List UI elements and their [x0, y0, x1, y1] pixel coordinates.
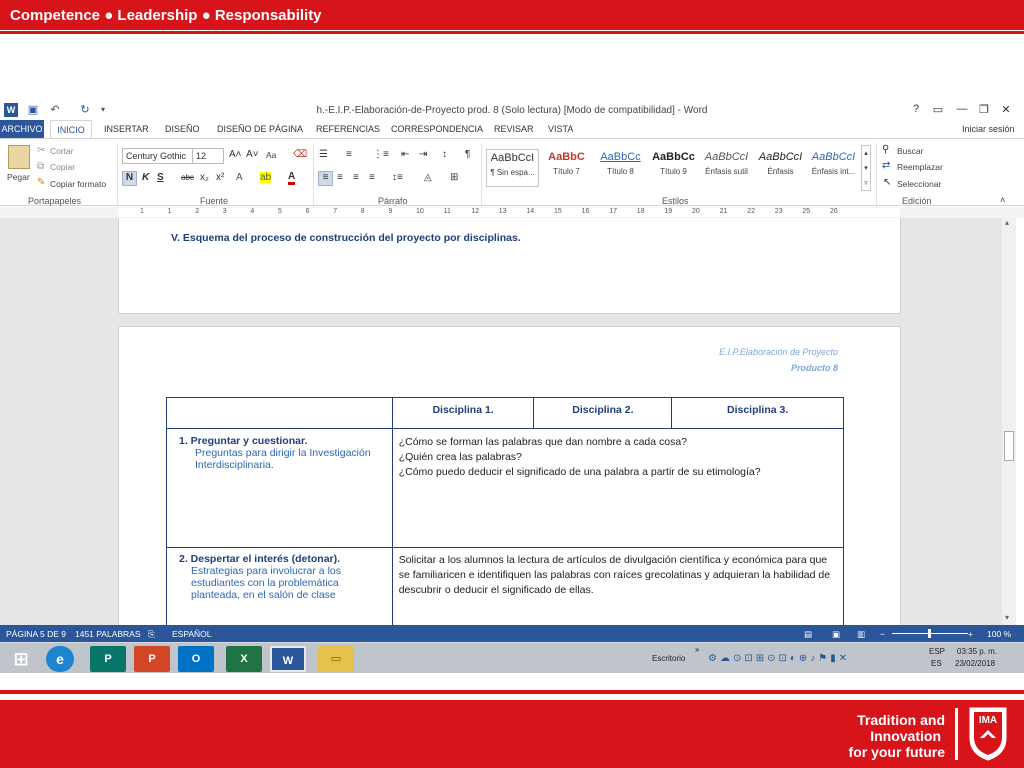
- print-layout-icon[interactable]: ▣: [832, 629, 841, 639]
- tab-correspondencia[interactable]: CORRESPONDENCIA: [391, 124, 484, 134]
- scroll-down-icon[interactable]: ▾: [1005, 613, 1010, 622]
- start-windows-icon[interactable]: ⊞: [13, 649, 29, 669]
- table-row: [167, 548, 844, 626]
- zoom-level[interactable]: 100 %: [987, 629, 1012, 639]
- editing-group-label: Edición: [902, 196, 932, 206]
- taskbar: [0, 642, 1024, 673]
- powerpoint-icon[interactable]: P: [134, 646, 170, 672]
- ribbon-separator: [117, 143, 118, 205]
- ima-logo-text: IMA: [978, 715, 998, 726]
- replace-icon[interactable]: ⇄: [882, 160, 891, 171]
- style-sample: AaBbCcI: [490, 152, 535, 164]
- question: ¿Cómo se forman las palabras que dan nombre a cada cosa?: [398, 436, 688, 448]
- style-name: Título 8: [607, 167, 634, 176]
- decrease-indent-icon[interactable]: ⇤: [401, 149, 410, 160]
- footer-tagline: [820, 712, 945, 760]
- status-bar: [0, 625, 1024, 642]
- tab-archivo[interactable]: ARCHIVO: [0, 120, 44, 138]
- clock-time[interactable]: 03:35 p. m.: [957, 647, 998, 656]
- table-header-cell: Disciplina 1.: [392, 398, 534, 429]
- style-subtle-emphasis[interactable]: [700, 149, 753, 187]
- style-title-9[interactable]: [647, 149, 700, 187]
- ruler-tick-label: 19: [664, 208, 673, 215]
- ruler-tick-label: 7: [333, 208, 338, 215]
- subscript-button[interactable]: x₂: [200, 172, 209, 183]
- ruler-tick-label: 16: [581, 208, 590, 215]
- copy-icon[interactable]: ⧉: [37, 161, 45, 172]
- style-name: Título 9: [660, 167, 687, 176]
- ruler-tick-label: 4: [250, 208, 255, 215]
- align-center-icon[interactable]: ≡: [337, 172, 343, 183]
- ribbon-display-icon[interactable]: ▭: [932, 104, 944, 116]
- question: ¿Cómo puedo deducir el significado de una palabra a partir de su etimología?: [398, 466, 761, 478]
- format-painter-icon[interactable]: ✎: [37, 177, 46, 188]
- justify-icon[interactable]: ≡: [369, 172, 375, 183]
- sign-in-link[interactable]: Iniciar sesión: [962, 124, 1015, 134]
- ruler-tick-label: 5: [278, 208, 282, 215]
- ruler-tick-label: 1: [140, 208, 144, 215]
- clipboard-icon[interactable]: [8, 145, 30, 169]
- document-area[interactable]: [0, 218, 1002, 625]
- style-emphasis[interactable]: [754, 149, 807, 187]
- section-heading: V. Esquema del proceso de construcción del proyecto por disciplinas.: [171, 232, 521, 244]
- input-language-sub: ES: [931, 659, 942, 668]
- grow-font-icon[interactable]: A˄: [229, 149, 242, 160]
- redo-icon[interactable]: ↻: [80, 104, 90, 116]
- window-title: h.-E.I.P.-Elaboración-de-Proyecto prod. 8 (Solo lectura) [Modo de compatibilidad] - Word: [316, 105, 708, 116]
- clock-date[interactable]: 23/02/2018: [955, 659, 996, 668]
- ruler-tick-label: 18: [636, 208, 645, 215]
- footer-divider: [0, 690, 1024, 694]
- zoom-slider-thumb[interactable]: [928, 629, 931, 638]
- cut-button[interactable]: Cortar: [50, 146, 74, 156]
- bold-button[interactable]: N: [122, 171, 137, 186]
- ruler-tick-label: 10: [416, 208, 424, 215]
- internet-explorer-icon[interactable]: e: [46, 646, 74, 672]
- style-name: ¶ Sin espa...: [490, 168, 535, 177]
- shrink-font-icon[interactable]: A˅: [246, 149, 259, 160]
- page-header-title: E.I.P.Elaboración de Proyecto: [719, 347, 838, 357]
- slide-footer: [0, 700, 1024, 768]
- outlook-icon[interactable]: O: [178, 646, 214, 672]
- file-explorer-icon[interactable]: ▭: [318, 646, 354, 672]
- ribbon-separator: [876, 143, 877, 205]
- minimize-icon[interactable]: —: [956, 103, 968, 115]
- format-painter-button[interactable]: Copiar formato: [50, 179, 107, 189]
- ruler-tick-label: 23: [774, 208, 783, 215]
- style-name: Énfasis sutil: [705, 167, 748, 176]
- footer-line: Tradition and: [857, 712, 945, 728]
- scroll-thumb[interactable]: [1004, 431, 1014, 461]
- word-window: [0, 100, 1024, 673]
- page[interactable]: [118, 326, 901, 625]
- increase-indent-icon[interactable]: ⇥: [419, 149, 428, 160]
- bullets-icon[interactable]: ☰: [319, 149, 328, 160]
- style-intense-emphasis[interactable]: [807, 149, 860, 187]
- copy-button[interactable]: Copiar: [50, 162, 76, 172]
- footer-separator: [955, 708, 958, 760]
- slide-banner: [0, 0, 1024, 30]
- select-button[interactable]: Seleccionar: [897, 179, 942, 189]
- ruler-tick-label: 22: [747, 208, 755, 215]
- banner-divider: [0, 31, 1024, 34]
- style-sample: AaBbCcI: [758, 151, 803, 163]
- find-button[interactable]: Buscar: [897, 146, 924, 156]
- ruler-tick-label: 11: [443, 208, 451, 215]
- toolbar-expand-icon[interactable]: »: [695, 645, 700, 654]
- row-subtitle: Estrategias para involucrar a los estudiantes con la problemática planteada, en el salón de clase: [191, 565, 341, 601]
- tab-insertar[interactable]: INSERTAR: [104, 124, 149, 134]
- ruler-tick-label: 8: [360, 208, 365, 215]
- sort-icon[interactable]: ↕: [442, 149, 447, 160]
- ruler-tick-label: 6: [305, 208, 310, 215]
- style-name: Énfasis: [767, 167, 794, 176]
- text-effects-icon[interactable]: A: [236, 172, 243, 183]
- table-row: [167, 429, 844, 548]
- save-icon[interactable]: ▣: [27, 104, 39, 116]
- style-sample: AaBbCc: [652, 151, 695, 163]
- clear-format-icon[interactable]: ⌫: [293, 149, 308, 160]
- excel-icon[interactable]: X: [226, 646, 262, 672]
- row-title: 1. Preguntar y cuestionar.: [179, 435, 308, 447]
- styles-scroll-icon[interactable]: ▴ ▾ ▿: [861, 145, 871, 191]
- row-subtitle: Preguntas para dirigir la Investigación Interdisciplinaria.: [195, 447, 371, 471]
- word-count[interactable]: 1451 PALABRAS: [75, 629, 141, 639]
- ruler-tick-label: 15: [554, 208, 562, 215]
- style-sample: AaBbCc: [600, 151, 641, 163]
- style-title-8[interactable]: [594, 149, 647, 187]
- strategy-text: Solicitar a los alumnos la lectura de artículos de divulgación científica y económica para que se familiaricen e identifiquen las palabras con raíces grecolatinas y adquieran la habilidad de descubrir o deducir el significado de ellas.: [398, 554, 831, 596]
- ruler[interactable]: [0, 207, 1024, 218]
- footer-line: for your future: [848, 744, 945, 760]
- ribbon-separator: [481, 143, 482, 205]
- replace-button[interactable]: Reemplazar: [897, 162, 943, 172]
- ruler-tick-label: 2: [195, 208, 200, 215]
- ruler-tick-label: 26: [830, 208, 838, 215]
- paragraph-group-label: Párrafo: [378, 196, 408, 206]
- desktop-toolbar[interactable]: Escritorio: [652, 654, 686, 663]
- scroll-up-icon[interactable]: ▴: [1005, 218, 1010, 227]
- select-cursor-icon[interactable]: ↖: [883, 177, 892, 188]
- font-group-label: Fuente: [200, 196, 229, 206]
- tab-vista[interactable]: VISTA: [548, 124, 574, 134]
- font-name-combo[interactable]: Century Gothic: [122, 148, 194, 164]
- table-cell: [392, 429, 843, 548]
- ruler-tick-label: 14: [526, 208, 535, 215]
- language-status[interactable]: ESPAÑOL: [172, 629, 212, 639]
- ima-logo-icon: [966, 706, 1010, 762]
- zoom-out-icon[interactable]: −: [880, 629, 885, 639]
- table-cell: [167, 429, 393, 548]
- help-button[interactable]: ?: [912, 103, 920, 115]
- page-header-product: Producto 8: [790, 363, 838, 373]
- ribbon: [0, 138, 1024, 206]
- close-icon[interactable]: ✕: [1001, 104, 1011, 116]
- ruler-tick-label: 17: [609, 208, 617, 215]
- font-color-icon[interactable]: A: [288, 171, 295, 185]
- highlight-icon[interactable]: ab: [260, 172, 272, 183]
- tab-referencias[interactable]: REFERENCIAS: [316, 124, 381, 134]
- proofing-icon[interactable]: ⎘: [148, 629, 155, 639]
- page-count[interactable]: PÁGINA 5 DE 9: [6, 629, 66, 639]
- style-name: Énfasis int...: [811, 167, 856, 176]
- italic-button[interactable]: K: [142, 172, 150, 183]
- shading-icon[interactable]: ◬: [424, 172, 432, 183]
- ruler-tick-label: 3: [222, 208, 227, 215]
- numbering-icon[interactable]: ≡: [346, 149, 352, 160]
- input-language[interactable]: ESP: [929, 647, 946, 656]
- style-name: Título 7: [553, 167, 580, 176]
- table-header-cell: [167, 398, 393, 429]
- borders-icon[interactable]: ⊞: [450, 172, 459, 183]
- row-title: 2. Despertar el interés (detonar).: [179, 553, 341, 565]
- restore-icon[interactable]: ❐: [979, 104, 989, 116]
- vertical-scrollbar[interactable]: [1002, 218, 1016, 625]
- scissors-icon[interactable]: ✂: [37, 145, 46, 156]
- zoom-in-icon[interactable]: +: [968, 629, 973, 639]
- style-title-7[interactable]: [540, 149, 593, 187]
- align-right-icon[interactable]: ≡: [353, 172, 359, 183]
- styles-group-label: Estilos: [662, 196, 689, 206]
- ruler-tick-label: 21: [719, 208, 728, 215]
- table-cell: [392, 548, 843, 626]
- web-layout-icon[interactable]: ▥: [857, 629, 866, 639]
- title-bar: [0, 100, 1024, 120]
- disciplines-table[interactable]: [166, 397, 844, 625]
- page[interactable]: [118, 218, 901, 314]
- ruler-tick-label: 12: [471, 208, 479, 215]
- tab-diseno-pagina[interactable]: DISEÑO DE PÁGINA: [217, 124, 304, 134]
- word-app-icon[interactable]: W: [4, 103, 18, 117]
- table-header-cell: Disciplina 2.: [534, 398, 672, 429]
- binoculars-icon[interactable]: ⚲: [882, 144, 890, 155]
- read-mode-icon[interactable]: ▤: [804, 629, 813, 639]
- superscript-button[interactable]: x²: [216, 172, 225, 183]
- style-sample: AaBbC: [548, 151, 585, 163]
- align-left-icon[interactable]: ≡: [318, 171, 333, 186]
- show-marks-icon[interactable]: ¶: [465, 149, 471, 160]
- ruler-tick-label: 1: [167, 208, 172, 215]
- strikethrough-button[interactable]: abc: [181, 173, 194, 182]
- table-header-cell: Disciplina 3.: [672, 398, 844, 429]
- clipboard-group-label: Portapapeles: [28, 196, 82, 206]
- project-icon[interactable]: P: [90, 646, 126, 672]
- ruler-tick-label: 20: [692, 208, 700, 215]
- question: ¿Quién crea las palabras?: [398, 451, 522, 463]
- word-taskbar-icon[interactable]: W: [270, 646, 306, 672]
- multilevel-list-icon[interactable]: ⋮≡: [373, 149, 389, 160]
- change-case-button[interactable]: Aa: [266, 150, 277, 160]
- tab-revisar[interactable]: REVISAR: [494, 124, 534, 134]
- style-sample: AaBbCcI: [704, 151, 749, 163]
- ruler-tick-label: 13: [498, 208, 507, 215]
- tab-diseno[interactable]: DISEÑO: [165, 124, 200, 134]
- ruler-tick-label: 25: [802, 208, 811, 215]
- paste-button[interactable]: Pegar: [7, 172, 30, 182]
- customize-toolbar-icon[interactable]: ▾: [100, 105, 105, 114]
- ruler-tick-label: 9: [388, 208, 393, 215]
- undo-icon[interactable]: ↶: [50, 104, 60, 116]
- style-sample: AaBbCcI: [811, 151, 856, 163]
- underline-button[interactable]: S: [157, 172, 164, 183]
- tab-inicio[interactable]: INICIO: [50, 120, 92, 139]
- line-spacing-icon[interactable]: ↕≡: [392, 172, 403, 183]
- ribbon-tabs: [0, 120, 1024, 138]
- system-tray-icons[interactable]: ⚙☁⊙⊡⊞⊙⊡◐⊕♪⚑▮✕: [708, 653, 851, 664]
- font-size-combo[interactable]: 12: [192, 148, 224, 164]
- banner-text: Competence ● Leadership ● Responsability: [10, 7, 322, 24]
- collapse-ribbon-icon[interactable]: ˄: [1000, 195, 1006, 205]
- ribbon-separator: [313, 143, 314, 205]
- footer-line: Innovation: [870, 728, 941, 744]
- style-no-spacing[interactable]: [486, 149, 539, 187]
- table-header-row: [167, 398, 844, 429]
- table-cell: [167, 548, 393, 626]
